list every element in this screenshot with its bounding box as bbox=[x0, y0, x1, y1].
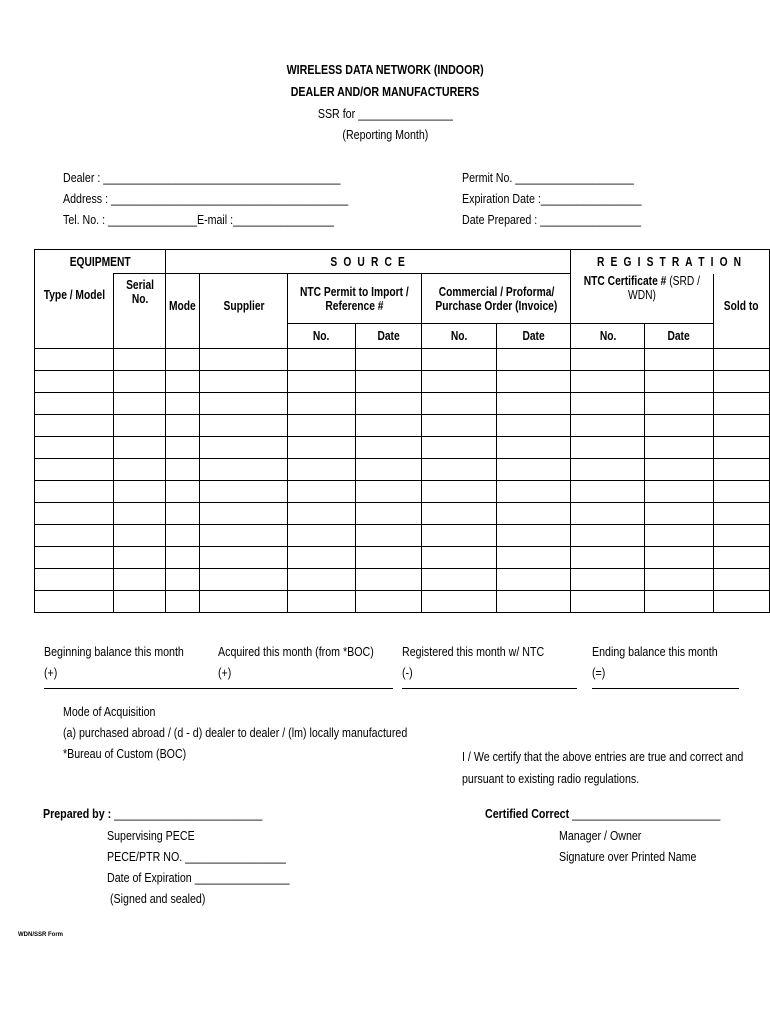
table-row bbox=[35, 591, 770, 613]
table-cell[interactable] bbox=[714, 415, 770, 437]
table-cell[interactable] bbox=[200, 437, 288, 459]
prepared-by-field[interactable]: Prepared by : _________________________ bbox=[43, 806, 263, 821]
table-cell[interactable] bbox=[714, 547, 770, 569]
table-cell[interactable] bbox=[288, 459, 356, 481]
table-cell[interactable] bbox=[497, 349, 571, 371]
form-title-line1: WIRELESS DATA NETWORK (INDOOR) bbox=[286, 62, 484, 77]
registration-group-header: R E G I S T R A T I O N bbox=[571, 250, 770, 274]
date-of-expiration-field[interactable]: Date of Expiration ________________ bbox=[107, 870, 290, 885]
table-cell[interactable] bbox=[166, 349, 200, 371]
permit-date-subheader: Date bbox=[356, 324, 422, 349]
table-cell[interactable] bbox=[421, 437, 496, 459]
table-cell[interactable] bbox=[497, 371, 571, 393]
acquisition-options: (a) purchased abroad / (d - d) dealer to dealer / (lm) locally manufactured bbox=[63, 725, 408, 740]
table-cell[interactable] bbox=[356, 459, 422, 481]
table-cell[interactable] bbox=[200, 591, 288, 613]
mode-header: Mode bbox=[166, 274, 200, 349]
table-cell[interactable] bbox=[356, 393, 422, 415]
date-prepared-field[interactable]: Date Prepared : _________________ bbox=[462, 212, 642, 227]
table-cell[interactable] bbox=[166, 437, 200, 459]
table-cell[interactable] bbox=[571, 371, 644, 393]
table-row bbox=[35, 569, 770, 591]
manager-owner-label: Manager / Owner bbox=[559, 828, 642, 843]
table-cell[interactable] bbox=[200, 349, 288, 371]
table-cell[interactable] bbox=[571, 393, 644, 415]
table-cell[interactable] bbox=[571, 569, 644, 591]
registered-balance-field[interactable]: Registered this month w/ NTC (-) bbox=[402, 641, 577, 689]
table-cell[interactable] bbox=[113, 591, 165, 613]
table-cell[interactable] bbox=[644, 415, 713, 437]
table-cell[interactable] bbox=[356, 503, 422, 525]
commercial-invoice-header: Commercial / Proforma/ Purchase Order (Invoice) bbox=[421, 274, 571, 324]
table-cell[interactable] bbox=[714, 349, 770, 371]
table-cell[interactable] bbox=[356, 525, 422, 547]
table-cell[interactable] bbox=[166, 371, 200, 393]
table-row bbox=[35, 481, 770, 503]
table-cell[interactable] bbox=[571, 481, 644, 503]
ntc-certificate-header: NTC Certificate # (SRD / WDN) bbox=[571, 274, 714, 324]
table-cell[interactable] bbox=[714, 591, 770, 613]
table-row bbox=[35, 393, 770, 415]
table-cell[interactable] bbox=[288, 525, 356, 547]
table-cell[interactable] bbox=[356, 371, 422, 393]
table-cell[interactable] bbox=[166, 459, 200, 481]
table-cell[interactable] bbox=[200, 371, 288, 393]
boc-note: *Bureau of Custom (BOC) bbox=[63, 746, 187, 761]
table-cell[interactable] bbox=[421, 525, 496, 547]
equipment-group-header: EQUIPMENT bbox=[35, 250, 166, 274]
certification-line1: I / We certify that the above entries are true and correct and bbox=[462, 749, 744, 764]
beginning-balance-field[interactable]: Beginning balance this month (+) bbox=[44, 641, 219, 689]
table-cell[interactable] bbox=[714, 437, 770, 459]
table-row bbox=[35, 415, 770, 437]
table-cell[interactable] bbox=[200, 525, 288, 547]
table-cell[interactable] bbox=[497, 459, 571, 481]
pece-ptr-field[interactable]: PECE/PTR NO. _________________ bbox=[107, 849, 286, 864]
table-cell[interactable] bbox=[497, 591, 571, 613]
table-cell[interactable] bbox=[35, 569, 114, 591]
table-cell[interactable] bbox=[113, 437, 165, 459]
table-cell[interactable] bbox=[421, 393, 496, 415]
table-cell[interactable] bbox=[113, 525, 165, 547]
table-cell[interactable] bbox=[356, 349, 422, 371]
table-cell[interactable] bbox=[288, 349, 356, 371]
table-cell[interactable] bbox=[113, 415, 165, 437]
ssr-for-field[interactable]: SSR for ________________ bbox=[317, 106, 453, 121]
ntc-permit-header: NTC Permit to Import / Reference # bbox=[288, 274, 422, 324]
table-cell[interactable] bbox=[356, 481, 422, 503]
table-cell[interactable] bbox=[644, 525, 713, 547]
table-cell[interactable] bbox=[714, 569, 770, 591]
table-cell[interactable] bbox=[166, 415, 200, 437]
table-cell[interactable] bbox=[571, 437, 644, 459]
table-cell[interactable] bbox=[35, 547, 114, 569]
table-cell[interactable] bbox=[571, 591, 644, 613]
table-cell[interactable] bbox=[644, 437, 713, 459]
table-cell[interactable] bbox=[288, 569, 356, 591]
source-group-header: S O U R C E bbox=[166, 250, 571, 274]
table-cell[interactable] bbox=[571, 525, 644, 547]
table-cell[interactable] bbox=[356, 591, 422, 613]
table-cell[interactable] bbox=[113, 393, 165, 415]
table-cell[interactable] bbox=[166, 591, 200, 613]
table-cell[interactable] bbox=[35, 415, 114, 437]
table-cell[interactable] bbox=[288, 371, 356, 393]
table-cell[interactable] bbox=[571, 415, 644, 437]
permit-no-subheader: No. bbox=[288, 324, 356, 349]
table-cell[interactable] bbox=[714, 481, 770, 503]
form-code: WDN/SSR Form bbox=[18, 932, 63, 938]
equipment-table bbox=[34, 249, 770, 613]
table-cell[interactable] bbox=[421, 415, 496, 437]
table-cell[interactable] bbox=[421, 503, 496, 525]
table-cell[interactable] bbox=[113, 547, 165, 569]
table-cell[interactable] bbox=[356, 437, 422, 459]
type-model-header: Type / Model bbox=[35, 274, 114, 349]
table-cell[interactable] bbox=[497, 569, 571, 591]
table-cell[interactable] bbox=[421, 591, 496, 613]
table-cell[interactable] bbox=[288, 547, 356, 569]
table-cell[interactable] bbox=[571, 349, 644, 371]
table-cell[interactable] bbox=[35, 349, 114, 371]
table-cell[interactable] bbox=[200, 393, 288, 415]
table-cell[interactable] bbox=[714, 459, 770, 481]
table-cell[interactable] bbox=[644, 459, 713, 481]
table-cell[interactable] bbox=[200, 415, 288, 437]
table-cell[interactable] bbox=[714, 503, 770, 525]
signed-sealed-label: (Signed and sealed) bbox=[110, 891, 206, 906]
table-cell[interactable] bbox=[35, 525, 114, 547]
signature-printed-name-label: Signature over Printed Name bbox=[559, 849, 697, 864]
table-cell[interactable] bbox=[113, 459, 165, 481]
table-cell[interactable] bbox=[497, 437, 571, 459]
table-cell[interactable] bbox=[497, 415, 571, 437]
table-cell[interactable] bbox=[35, 591, 114, 613]
table-cell[interactable] bbox=[166, 569, 200, 591]
table-cell[interactable] bbox=[421, 569, 496, 591]
invoice-date-subheader: Date bbox=[497, 324, 571, 349]
table-row bbox=[35, 547, 770, 569]
table-cell[interactable] bbox=[113, 349, 165, 371]
table-cell[interactable] bbox=[497, 525, 571, 547]
table-cell[interactable] bbox=[571, 547, 644, 569]
table-cell[interactable] bbox=[421, 459, 496, 481]
expiration-date-field[interactable]: Expiration Date :_________________ bbox=[462, 191, 642, 206]
dealer-field[interactable]: Dealer : ________________________________________ bbox=[63, 170, 341, 185]
table-cell[interactable] bbox=[644, 547, 713, 569]
table-cell[interactable] bbox=[166, 503, 200, 525]
table-cell[interactable] bbox=[288, 481, 356, 503]
table-cell[interactable] bbox=[497, 547, 571, 569]
table-cell[interactable] bbox=[714, 525, 770, 547]
ending-balance-field[interactable]: Ending balance this month (=) bbox=[592, 641, 739, 689]
table-cell[interactable] bbox=[644, 393, 713, 415]
table-row bbox=[35, 503, 770, 525]
table-cell[interactable] bbox=[35, 459, 114, 481]
table-cell[interactable] bbox=[200, 459, 288, 481]
serial-no-header: Serial No. bbox=[113, 274, 165, 349]
table-cell[interactable] bbox=[644, 569, 713, 591]
supplier-header: Supplier bbox=[200, 274, 288, 349]
table-cell[interactable] bbox=[356, 547, 422, 569]
table-cell[interactable] bbox=[166, 481, 200, 503]
table-cell[interactable] bbox=[200, 481, 288, 503]
certificate-no-subheader: No. bbox=[571, 324, 644, 349]
table-cell[interactable] bbox=[421, 371, 496, 393]
table-cell[interactable] bbox=[421, 349, 496, 371]
supervising-pece-label: Supervising PECE bbox=[107, 828, 195, 843]
table-cell[interactable] bbox=[288, 503, 356, 525]
table-cell[interactable] bbox=[35, 371, 114, 393]
certified-correct-field[interactable]: Certified Correct _________________________ bbox=[485, 806, 721, 821]
table-cell[interactable] bbox=[644, 503, 713, 525]
table-cell[interactable] bbox=[571, 459, 644, 481]
table-cell[interactable] bbox=[200, 569, 288, 591]
table-cell[interactable] bbox=[200, 503, 288, 525]
table-cell[interactable] bbox=[35, 437, 114, 459]
sold-to-header: Sold to bbox=[714, 274, 770, 349]
table-row bbox=[35, 349, 770, 371]
table-cell[interactable] bbox=[714, 393, 770, 415]
table-cell[interactable] bbox=[113, 569, 165, 591]
table-cell[interactable] bbox=[714, 371, 770, 393]
table-cell[interactable] bbox=[166, 547, 200, 569]
table-cell[interactable] bbox=[166, 525, 200, 547]
acquired-balance-field[interactable]: Acquired this month (from *BOC) (+) bbox=[218, 641, 393, 689]
table-row bbox=[35, 437, 770, 459]
table-cell[interactable] bbox=[113, 481, 165, 503]
table-cell[interactable] bbox=[113, 371, 165, 393]
table-cell[interactable] bbox=[35, 393, 114, 415]
reporting-month-caption: (Reporting Month) bbox=[342, 127, 428, 142]
address-field[interactable]: Address : ________________________________________ bbox=[63, 191, 349, 206]
table-cell[interactable] bbox=[644, 371, 713, 393]
table-cell[interactable] bbox=[35, 503, 114, 525]
table-cell[interactable] bbox=[35, 481, 114, 503]
table-cell[interactable] bbox=[497, 393, 571, 415]
table-row bbox=[35, 371, 770, 393]
table-cell[interactable] bbox=[356, 569, 422, 591]
table-cell[interactable] bbox=[166, 393, 200, 415]
table-cell[interactable] bbox=[497, 503, 571, 525]
table-cell[interactable] bbox=[421, 547, 496, 569]
table-cell[interactable] bbox=[113, 503, 165, 525]
acquisition-heading: Mode of Acquisition bbox=[63, 704, 156, 719]
table-cell[interactable] bbox=[288, 591, 356, 613]
table-row bbox=[35, 459, 770, 481]
table-cell[interactable] bbox=[288, 437, 356, 459]
table-cell[interactable] bbox=[288, 415, 356, 437]
form-title-line2: DEALER AND/OR MANUFACTURERS bbox=[290, 84, 480, 99]
certificate-date-subheader: Date bbox=[644, 324, 713, 349]
table-row bbox=[35, 525, 770, 547]
table-cell[interactable] bbox=[497, 481, 571, 503]
table-cell[interactable] bbox=[644, 591, 713, 613]
table-cell[interactable] bbox=[571, 503, 644, 525]
tel-email-field[interactable]: Tel. No. : _______________E-mail :_________________ bbox=[63, 212, 334, 227]
table-cell[interactable] bbox=[200, 547, 288, 569]
table-cell[interactable] bbox=[288, 393, 356, 415]
table-cell[interactable] bbox=[421, 481, 496, 503]
certification-line2: pursuant to existing radio regulations. bbox=[462, 771, 640, 786]
table-cell[interactable] bbox=[644, 349, 713, 371]
permit-no-field[interactable]: Permit No. ____________________ bbox=[462, 170, 634, 185]
invoice-no-subheader: No. bbox=[421, 324, 496, 349]
table-cell[interactable] bbox=[644, 481, 713, 503]
table-cell[interactable] bbox=[356, 415, 422, 437]
